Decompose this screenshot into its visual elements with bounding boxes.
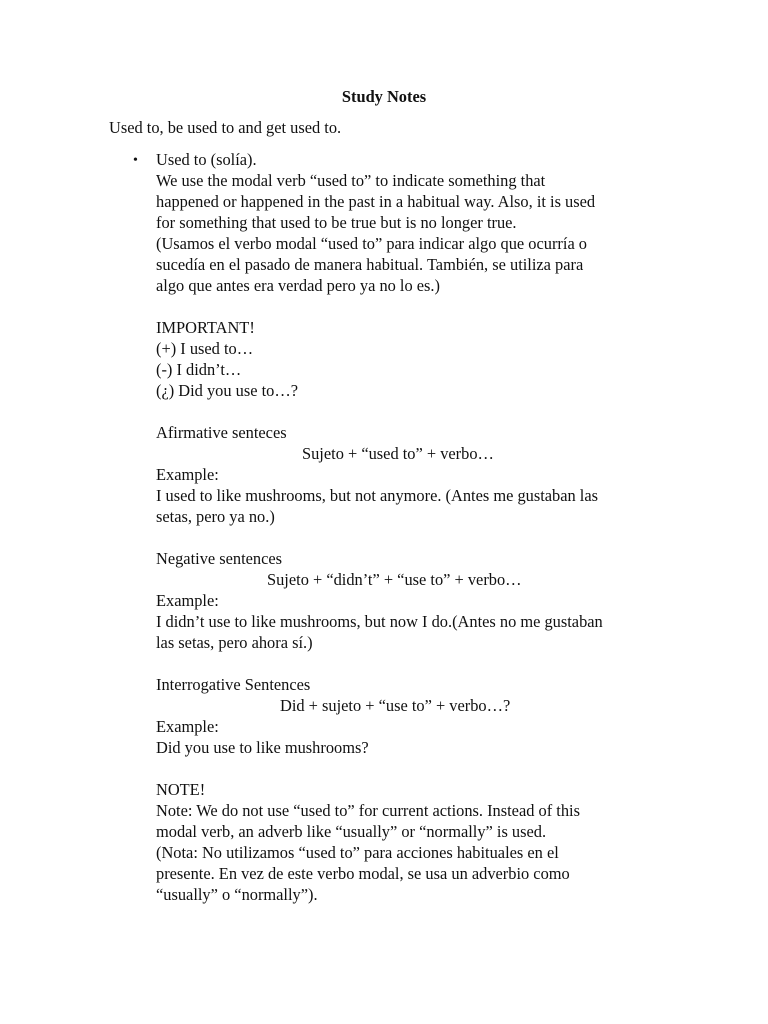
description-line: for something that used to be true but is no longer true. [156, 213, 517, 232]
note-label: NOTE! [156, 780, 206, 799]
negative-example-label: Example: [156, 591, 219, 610]
bullet-marker: • [133, 153, 138, 168]
section-heading: Used to (solía). [156, 150, 257, 169]
form-negative: (-) I didn’t… [156, 360, 242, 379]
description-line: happened or happened in the past in a habitual way. Also, it is used [156, 192, 596, 211]
description-line: We use the modal verb “used to” to indicate something that [156, 171, 546, 190]
translation-line: algo que antes era verdad pero ya no lo es.) [156, 276, 440, 295]
note-text-line: modal verb, an adverb like “usually” or “normally” is used. [156, 822, 547, 841]
affirmative-label: Afirmative senteces [156, 423, 287, 442]
page-title: Study Notes [341, 87, 427, 106]
important-label: IMPORTANT! [156, 318, 255, 337]
translation-line: sucedía en el pasado de manera habitual. También, se utiliza para [156, 255, 584, 274]
page-subtitle: Used to, be used to and get used to. [109, 118, 342, 137]
interrogative-label: Interrogative Sentences [156, 675, 311, 694]
form-question: (¿) Did you use to…? [156, 381, 299, 400]
note-translation-line: (Nota: No utilizamos “used to” para acciones habituales en el [156, 843, 559, 862]
form-positive: (+) I used to… [156, 339, 254, 358]
negative-example-line: las setas, pero ahora sí.) [156, 633, 313, 652]
translation-line: (Usamos el verbo modal “used to” para indicar algo que ocurría o [156, 234, 588, 253]
affirmative-example-line: I used to like mushrooms, but not anymore. (Antes me gustaban las [156, 486, 599, 505]
interrogative-example-label: Example: [156, 717, 219, 736]
note-text-line: Note: We do not use “used to” for current actions. Instead of this [156, 801, 580, 820]
negative-example-line: I didn’t use to like mushrooms, but now I do.(Antes no me gustaban [156, 612, 603, 631]
interrogative-formula: Did + sujeto + “use to” + verbo…? [280, 696, 511, 715]
negative-label: Negative sentences [156, 549, 283, 568]
interrogative-example-line: Did you use to like mushrooms? [156, 738, 369, 757]
note-translation-line: “usually” o “normally”). [156, 885, 318, 904]
note-translation-line: presente. En vez de este verbo modal, se usa un adverbio como [156, 864, 570, 883]
bullet-content [156, 149, 656, 905]
affirmative-example-label: Example: [156, 465, 219, 484]
affirmative-example-line: setas, pero ya no.) [156, 507, 275, 526]
affirmative-formula: Sujeto + “used to” + verbo… [302, 444, 494, 463]
negative-formula: Sujeto + “didn’t” + “use to” + verbo… [267, 570, 522, 589]
